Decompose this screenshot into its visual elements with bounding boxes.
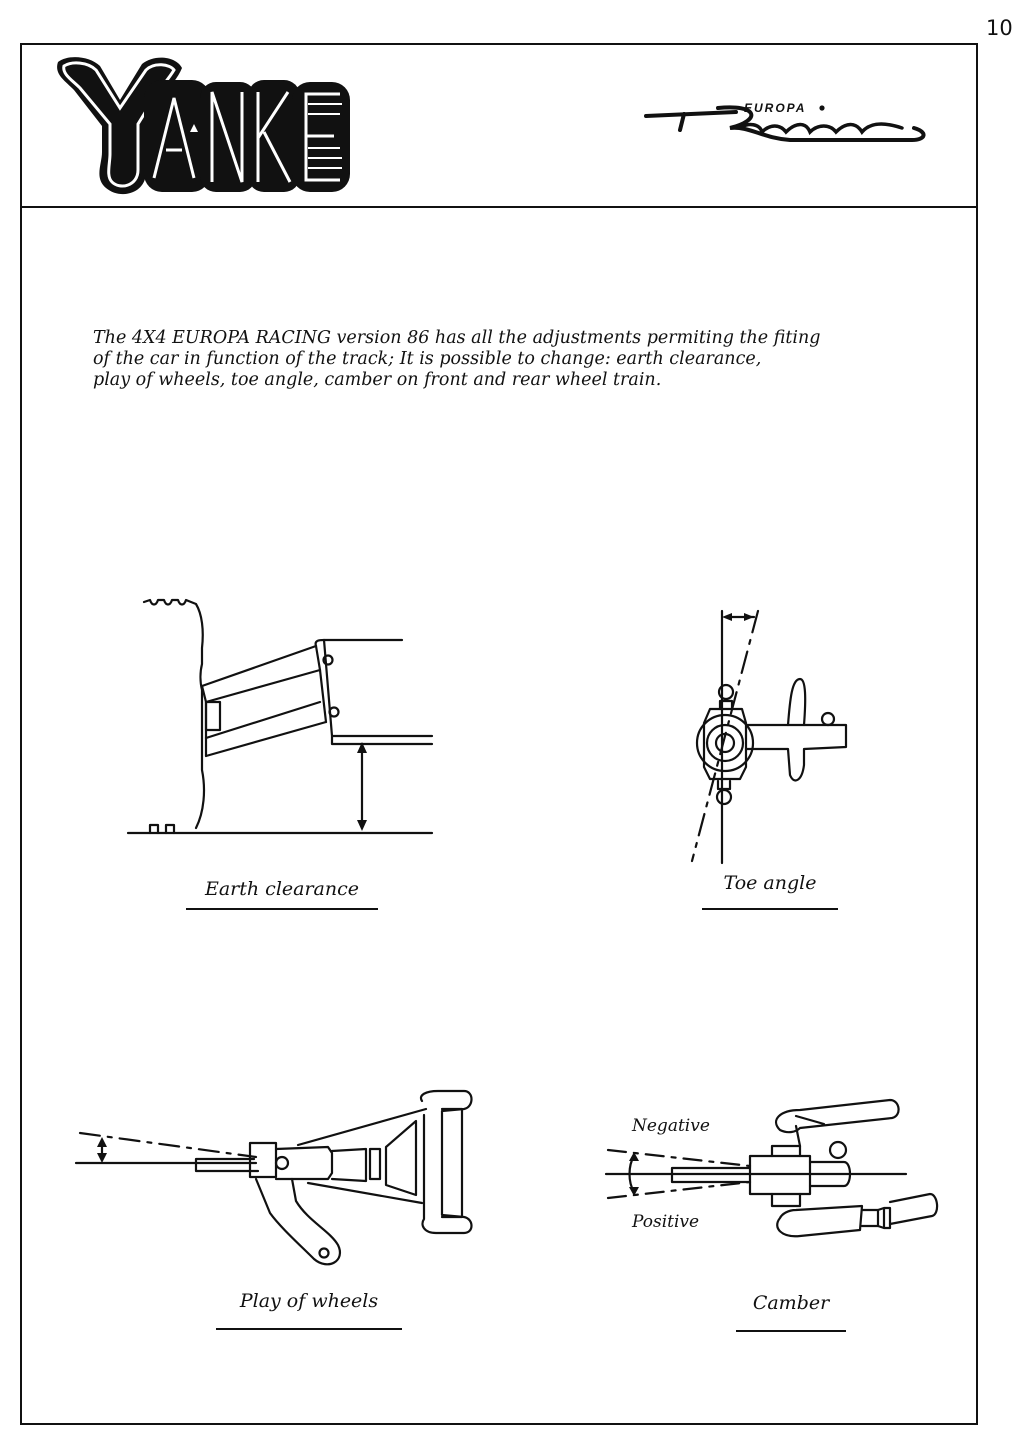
play-of-wheels-diagram [70,1085,480,1275]
header-divider [20,206,978,208]
page-number: 10 [986,16,1013,40]
intro-line-1: The 4X4 EUROPA RACING version 86 has all the adjustments permiting the fiting [93,328,821,348]
toe-angle-diagram [680,605,860,865]
camber-caption: Camber [752,1292,830,1314]
europa-brand-text: EUROPA [744,101,807,115]
toe-angle-caption-rule [702,908,838,910]
intro-paragraph [93,328,953,391]
toe-angle-caption: Toe angle [723,872,817,894]
intro-line-3: play of wheels, toe angle, camber on front and rear wheel train. [93,370,662,390]
camber-caption-rule [736,1330,846,1332]
earth-clearance-caption-rule [186,908,378,910]
earth-clearance-diagram [120,590,440,850]
intro-line-2: of the car in function of the track; It is possible to change: earth clearance, [93,349,762,369]
play-of-wheels-caption-rule [216,1328,402,1330]
camber-positive-label: Positive [632,1212,700,1232]
earth-clearance-caption: Earth clearance [204,878,359,900]
camber-negative-label: Negative [632,1116,710,1136]
europa-racing-logo [640,98,930,150]
yankee-logo [50,52,355,200]
play-of-wheels-caption: Play of wheels [239,1290,379,1312]
